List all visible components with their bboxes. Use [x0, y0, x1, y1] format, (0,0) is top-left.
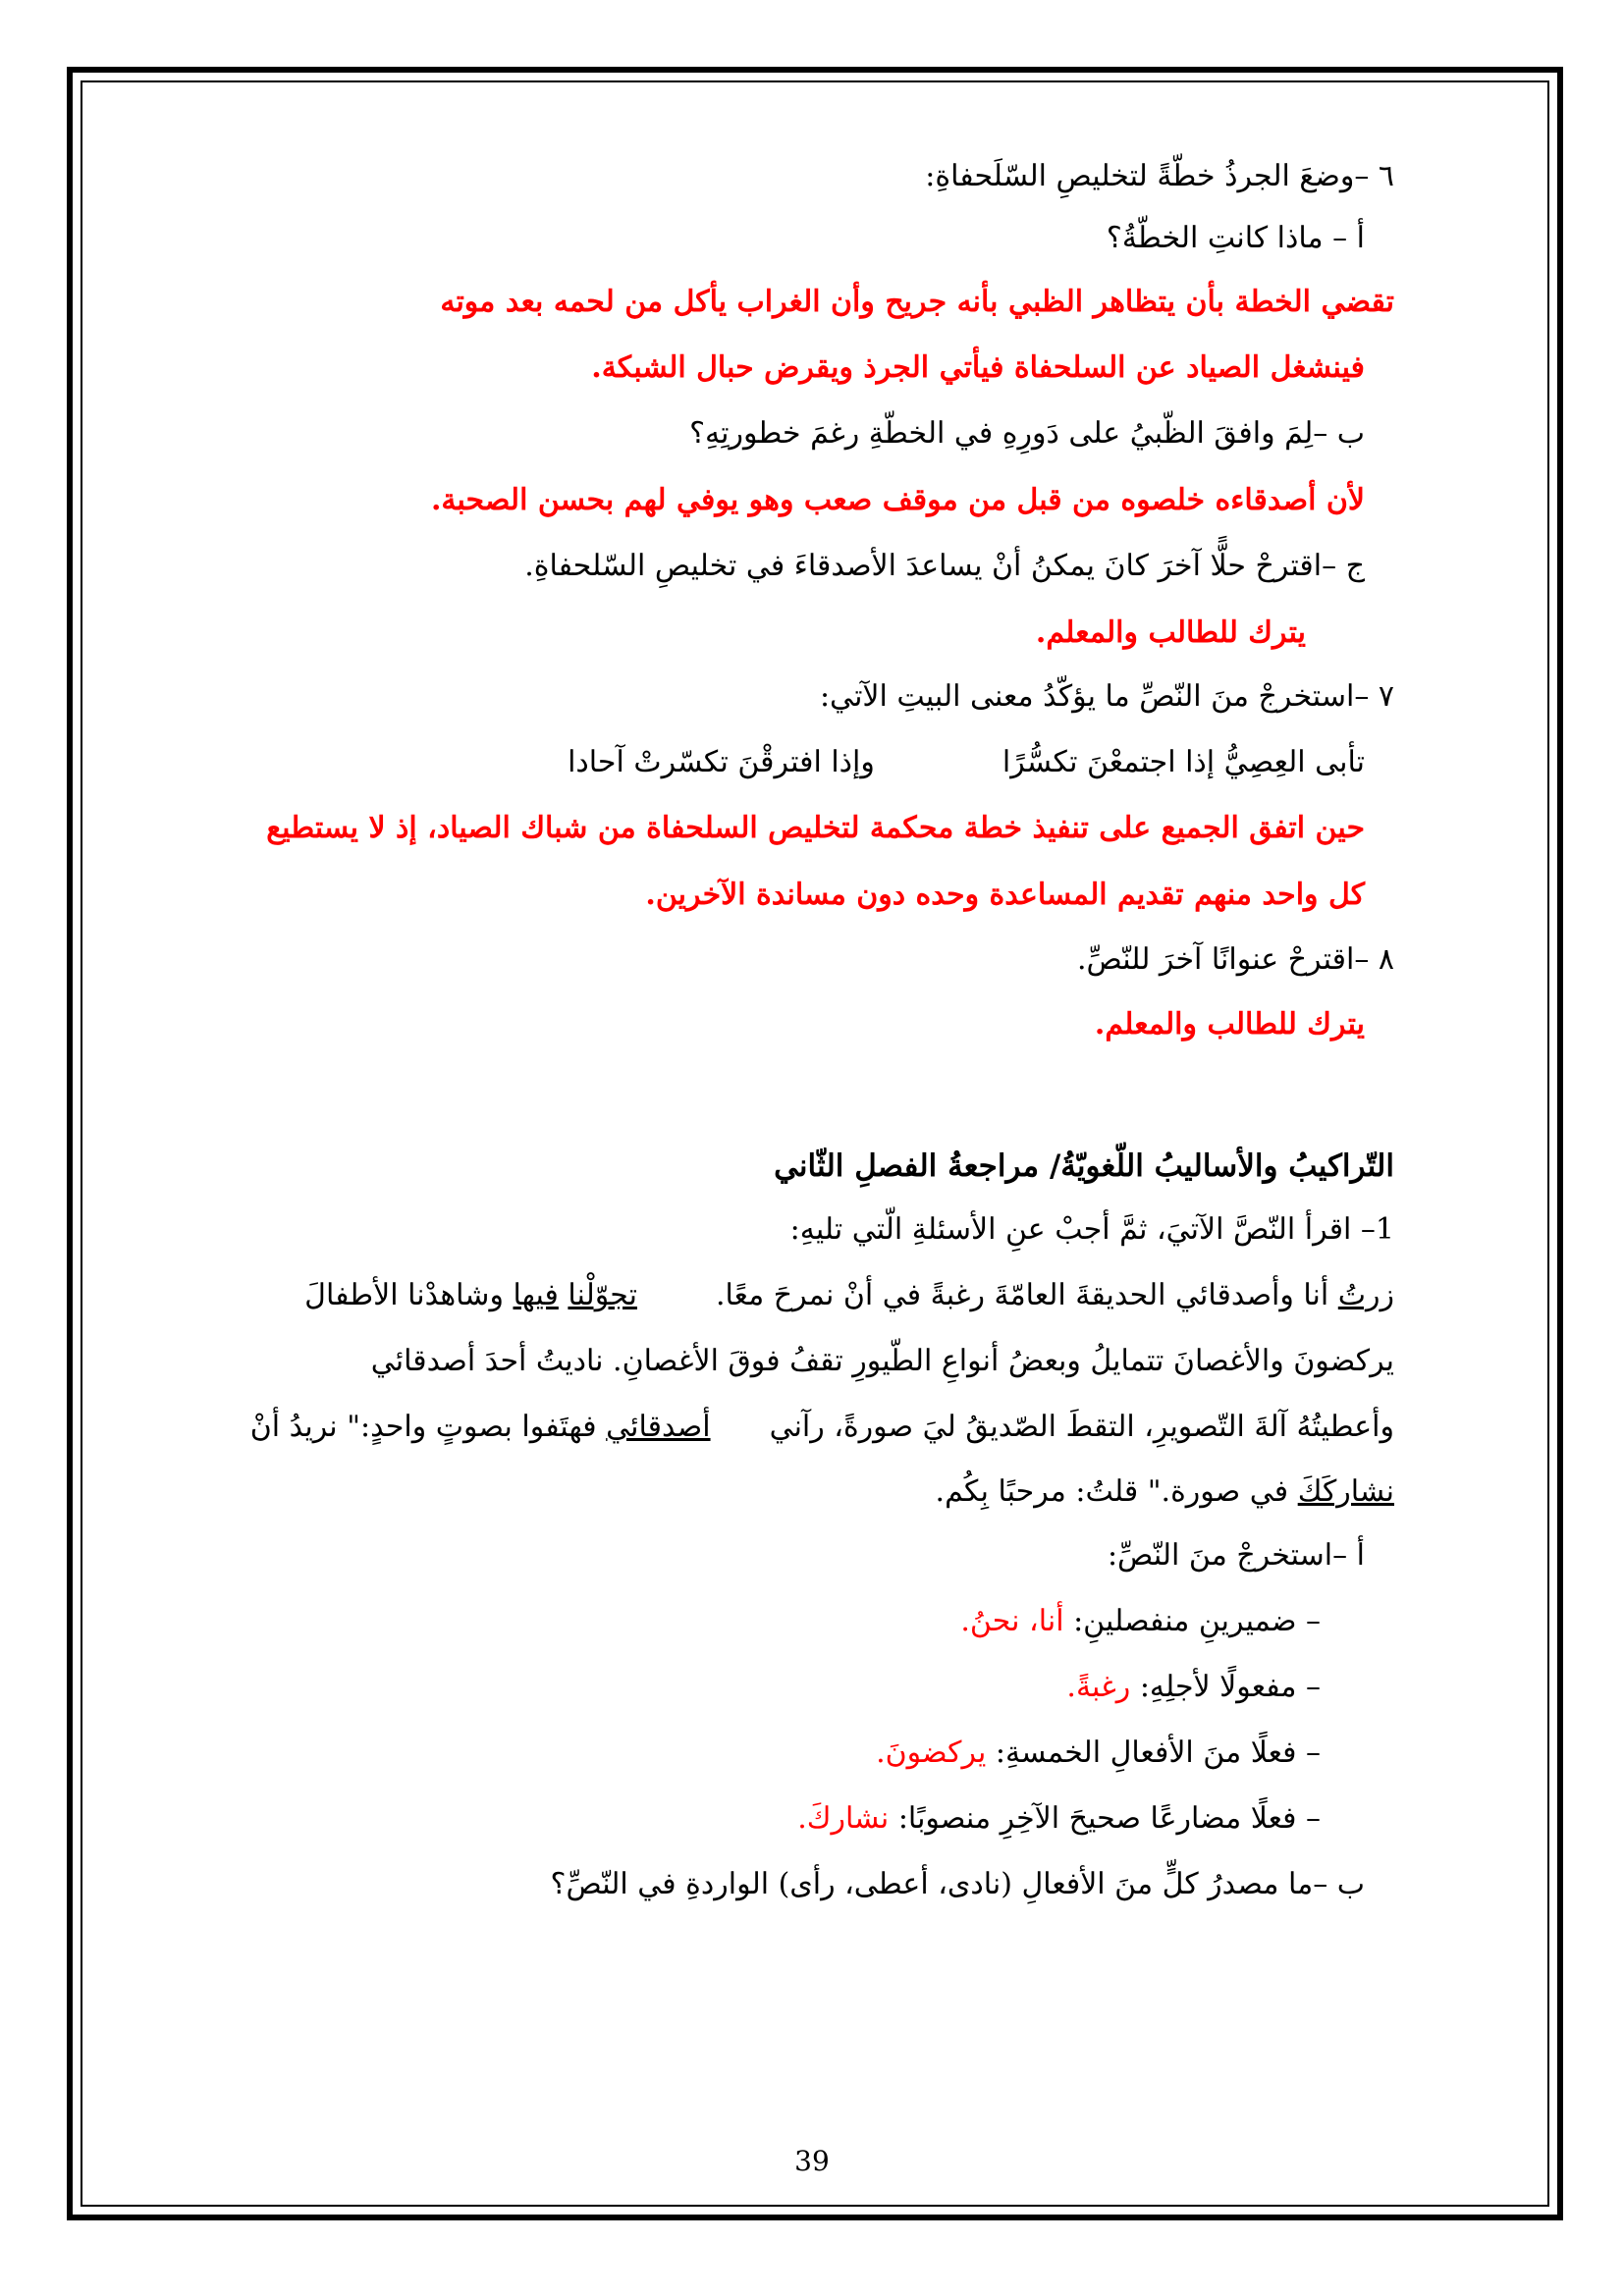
q6-heading: [118, 147, 1394, 206]
section-title: [118, 1137, 1394, 1196]
passage-text-4: في صورة." قلتُ: مرحبًا بِكُم.: [935, 1474, 1298, 1509]
ex1-item-4: [118, 1789, 1394, 1848]
q6-c-answer-text: يترك للطالب والمعلم.: [1035, 615, 1306, 650]
passage-line-2: [118, 1332, 1394, 1391]
ex1-b-question-text: ب –ما مصدرُ كلٍّ منَ الأفعالِ (نادى، أعطى، رأى) الواردةِ في النّصِّ؟: [550, 1867, 1365, 1901]
item-1-answer: أنا، نحنُ.: [960, 1604, 1064, 1638]
passage-text-1a: أنا وأصدقائي الحديقةَ العامّةَ رغبةً في أنْ نمرحَ معًا.: [715, 1278, 1338, 1312]
ex1-a-question-text: أ –استخرجْ منَ النّصِّ:: [1107, 1538, 1365, 1573]
item-1-label: – ضميرينِ منفصلينِ:: [1063, 1604, 1321, 1638]
q6-a-answer-line-1: [118, 273, 1394, 332]
passage-text-3a: وأعطيتُهُ آلةَ التّصويرِ، التقطَ الصّديقُ ليَ صورةً، رآني: [769, 1410, 1394, 1444]
verse-first-hemistich: تأبى العِصِيُّ إذا اجتمعْنَ تكسُّرًا: [1001, 745, 1365, 779]
passage-line-1: [118, 1266, 1394, 1325]
underlined-word-asdiqai: أصدقائي: [606, 1410, 711, 1444]
ex1-heading-text: 1– اقرأ النّصَّ الآتيَ، ثمَّ أجبْ عنِ الأسئلةِ الّتي تليهِ:: [789, 1212, 1394, 1247]
item-2-answer: رغبةً.: [1066, 1670, 1131, 1704]
passage-text-3b: فهتَفوا بصوتٍ واحدٍ:" نريدُ أنْ: [249, 1410, 607, 1444]
q6-a-answer-text-2: فينشغل الصياد عن السلحفاة فيأتي الجرذ ويقرض حبال الشبكة.: [591, 350, 1365, 385]
item-3-answer: يركضونَ.: [876, 1735, 987, 1770]
q8-heading: [118, 931, 1394, 989]
underlined-word-fiha: فيها: [513, 1278, 559, 1312]
ex1-item-2: [118, 1658, 1394, 1717]
item-4-answer: نشاركَ.: [797, 1801, 890, 1836]
q8-answer-text: يترك للطالب والمعلم.: [1094, 1007, 1365, 1041]
q6-b-question: [118, 404, 1394, 463]
passage-text-1b: وشاهدْنا الأطفالَ: [304, 1278, 514, 1312]
ex1-a-question: [118, 1526, 1394, 1585]
underlined-word-tajawwalna: تجوّلْنا: [568, 1278, 637, 1312]
q6-a-answer-line-2: [118, 339, 1394, 398]
verse-second-hemistich: وإذا افترقْنَ تكسّرتْ آحادا: [568, 745, 875, 779]
item-4-label: – فعلًا مضارعًا صحيحَ الآخِرِ منصوبًا:: [889, 1801, 1321, 1836]
q6-c-question: [118, 537, 1394, 596]
q7-heading-text: ٧ –استخرجْ منَ النّصِّ ما يؤكّدُ معنى البيتِ الآتي:: [819, 679, 1394, 714]
q6-c-question-text: ج –اقترحْ حلًّا آخرَ كانَ يمكنُ أنْ يساعدَ الأصدقاءَ في تخليصِ السّلحفاةِ.: [524, 549, 1365, 583]
q6-a-answer-text-1: تقضي الخطة بأن يتظاهر الظبي بأنه جريح وأن الغراب يأكل من لحمه بعد موته: [440, 285, 1394, 319]
q6-a-question: [118, 209, 1394, 268]
page-number: 39: [794, 2145, 830, 2177]
q7-heading: [118, 667, 1394, 726]
underlined-word-zurtu: زرتُ: [1337, 1278, 1394, 1312]
q6-b-question-text: ب –لِمَ وافقَ الظّبيُ على دَورِهِ في الخطّةِ رغمَ خطورتِهِ؟: [689, 416, 1365, 451]
q6-heading-text: ٦ –وضعَ الجرذُ خطّةً لتخليصِ السّلَحفاةِ:: [925, 159, 1394, 193]
passage-line-3: [118, 1398, 1394, 1457]
q7-answer-text-2: كل واحد منهم تقديم المساعدة وحده دون مساندة الآخرين.: [645, 878, 1365, 912]
ex1-item-1: [118, 1592, 1394, 1651]
ex1-item-3: [118, 1724, 1394, 1783]
q6-b-answer: [118, 471, 1394, 530]
ex1-heading: [118, 1201, 1394, 1259]
passage-text-2: يركضونَ والأغصانَ تتمايلُ وبعضُ أنواعِ الطّيورِ تقفُ فوقَ الأغصانِ. ناديتُ أحدَ أصدقائي: [370, 1344, 1394, 1378]
q6-b-answer-text: لأن أصدقاءه خلصوه من قبل من موقف صعب وهو يوفي لهم بحسن الصحبة.: [430, 483, 1365, 517]
passage-line-4: [118, 1463, 1394, 1522]
q7-answer-text-1: حين اتفق الجميع على تنفيذ خطة محكمة لتخليص السلحفاة من شباك الصياد، إذ لا يستطيع: [266, 811, 1365, 845]
item-3-label: – فعلًا منَ الأفعالِ الخمسةِ:: [986, 1735, 1321, 1770]
ex1-b-question: [118, 1855, 1394, 1914]
q6-a-question-text: أ – ماذا كانتِ الخطّةُ؟: [1106, 221, 1365, 255]
q8-answer: [118, 995, 1394, 1054]
page-content: [118, 147, 1394, 2169]
q8-heading-text: ٨ –اقترحْ عنوانًا آخرَ للنّصِّ.: [1076, 942, 1394, 977]
item-2-label: – مفعولًا لأجلِهِ:: [1130, 1670, 1321, 1704]
q7-answer-line-2: [118, 866, 1394, 925]
q6-c-answer: [118, 604, 1394, 663]
underlined-word-nusharikaka: نشاركَكَ: [1297, 1474, 1394, 1509]
section-title-text: التّراكيبُ والأساليبُ اللّغويّةُ/ مراجعةُ الفصلِ الثّاني: [774, 1148, 1394, 1184]
q7-verse: [118, 733, 1394, 792]
q7-answer-line-1: [118, 799, 1394, 858]
